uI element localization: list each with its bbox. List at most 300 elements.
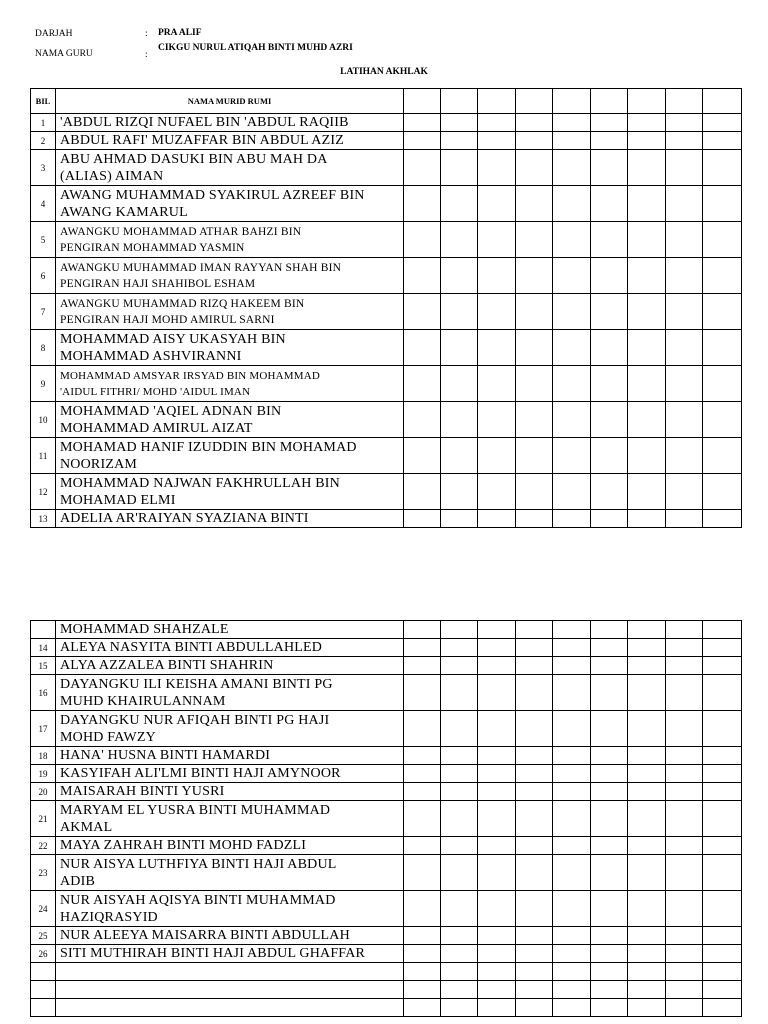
- mark-cell[interactable]: [404, 438, 441, 474]
- mark-cell[interactable]: [666, 783, 703, 801]
- mark-cell[interactable]: [553, 186, 591, 222]
- mark-cell[interactable]: [404, 711, 441, 747]
- mark-cell[interactable]: [478, 639, 516, 657]
- mark-cell[interactable]: [441, 621, 478, 639]
- mark-cell[interactable]: [404, 927, 441, 945]
- mark-cell[interactable]: [478, 474, 516, 510]
- mark-cell[interactable]: [703, 855, 742, 891]
- mark-cell[interactable]: [404, 747, 441, 765]
- mark-cell[interactable]: [404, 510, 441, 528]
- mark-cell[interactable]: [628, 150, 666, 186]
- student-name-line: AWANG KAMARUL: [60, 204, 188, 220]
- mark-cell[interactable]: [516, 402, 553, 438]
- mark-cell[interactable]: [628, 675, 666, 711]
- mark-cell[interactable]: [516, 855, 553, 891]
- mark-cell[interactable]: [591, 801, 628, 837]
- mark-cell[interactable]: [666, 747, 703, 765]
- mark-cell[interactable]: [703, 438, 742, 474]
- mark-cell[interactable]: [666, 402, 703, 438]
- mark-cell[interactable]: [516, 258, 553, 294]
- mark-cell[interactable]: [553, 963, 591, 981]
- mark-cell[interactable]: [703, 330, 742, 366]
- mark-cell[interactable]: [553, 438, 591, 474]
- mark-cell[interactable]: [441, 402, 478, 438]
- mark-cell[interactable]: [666, 186, 703, 222]
- mark-cell[interactable]: [703, 711, 742, 747]
- mark-cell[interactable]: [478, 438, 516, 474]
- mark-cell[interactable]: [553, 132, 591, 150]
- mark-cell[interactable]: [478, 657, 516, 675]
- mark-cell[interactable]: [553, 783, 591, 801]
- mark-cell[interactable]: [591, 747, 628, 765]
- student-name-line: MOHAMMAD SHAHZALE: [60, 622, 229, 637]
- mark-cell[interactable]: [628, 855, 666, 891]
- mark-cell[interactable]: [478, 999, 516, 1017]
- mark-cell[interactable]: [478, 222, 516, 258]
- mark-cell[interactable]: [703, 258, 742, 294]
- mark-cell[interactable]: [591, 675, 628, 711]
- mark-cell[interactable]: [478, 186, 516, 222]
- student-name: [56, 765, 404, 783]
- mark-cell[interactable]: [591, 999, 628, 1017]
- mark-cell[interactable]: [478, 114, 516, 132]
- mark-cell[interactable]: [404, 801, 441, 837]
- mark-cell[interactable]: [666, 675, 703, 711]
- mark-cell[interactable]: [478, 150, 516, 186]
- mark-cell[interactable]: [441, 330, 478, 366]
- mark-cell[interactable]: [516, 222, 553, 258]
- mark-cell[interactable]: [628, 657, 666, 675]
- mark-cell[interactable]: [553, 114, 591, 132]
- mark-cell[interactable]: [441, 711, 478, 747]
- darjah-label: DARJAH: [35, 29, 73, 39]
- mark-cell[interactable]: [591, 186, 628, 222]
- mark-cell[interactable]: [666, 330, 703, 366]
- mark-cell[interactable]: [628, 891, 666, 927]
- mark-cell[interactable]: [553, 474, 591, 510]
- mark-cell[interactable]: [478, 621, 516, 639]
- mark-cell[interactable]: [666, 150, 703, 186]
- student-name: [56, 222, 404, 258]
- mark-cell[interactable]: [553, 801, 591, 837]
- mark-cell[interactable]: [703, 999, 742, 1017]
- mark-cell[interactable]: [516, 150, 553, 186]
- mark-cell[interactable]: [591, 222, 628, 258]
- mark-cell[interactable]: [404, 258, 441, 294]
- mark-cell[interactable]: [404, 981, 441, 999]
- blank-column-header: [703, 89, 742, 114]
- mark-cell[interactable]: [703, 474, 742, 510]
- mark-cell[interactable]: [553, 747, 591, 765]
- mark-cell[interactable]: [703, 837, 742, 855]
- mark-cell[interactable]: [591, 150, 628, 186]
- mark-cell[interactable]: [703, 963, 742, 981]
- mark-cell[interactable]: [553, 855, 591, 891]
- mark-cell[interactable]: [591, 474, 628, 510]
- mark-cell[interactable]: [666, 474, 703, 510]
- table-row: [31, 330, 742, 366]
- mark-cell[interactable]: [628, 711, 666, 747]
- mark-cell[interactable]: [703, 294, 742, 330]
- mark-cell[interactable]: [404, 132, 441, 150]
- mark-cell[interactable]: [666, 510, 703, 528]
- nama-guru-value: CIKGU NURUL ATIQAH BINTI MUHD AZRI: [158, 43, 353, 53]
- mark-cell[interactable]: [404, 963, 441, 981]
- mark-cell[interactable]: [441, 747, 478, 765]
- mark-cell[interactable]: [404, 150, 441, 186]
- mark-cell[interactable]: [703, 366, 742, 402]
- mark-cell[interactable]: [666, 999, 703, 1017]
- mark-cell[interactable]: [628, 639, 666, 657]
- mark-cell[interactable]: [478, 765, 516, 783]
- mark-cell[interactable]: [591, 657, 628, 675]
- mark-cell[interactable]: [516, 114, 553, 132]
- mark-cell[interactable]: [591, 945, 628, 963]
- mark-cell[interactable]: [516, 438, 553, 474]
- mark-cell[interactable]: [478, 891, 516, 927]
- mark-cell[interactable]: [553, 837, 591, 855]
- mark-cell[interactable]: [478, 294, 516, 330]
- mark-cell[interactable]: [441, 765, 478, 783]
- mark-cell[interactable]: [703, 621, 742, 639]
- mark-cell[interactable]: [666, 837, 703, 855]
- mark-cell[interactable]: [553, 945, 591, 963]
- mark-cell[interactable]: [591, 639, 628, 657]
- student-name-line: ALEYA NASYITA BINTI ABDULLAHLED: [60, 640, 323, 655]
- mark-cell[interactable]: [404, 186, 441, 222]
- mark-cell[interactable]: [478, 855, 516, 891]
- mark-cell[interactable]: [404, 474, 441, 510]
- mark-cell[interactable]: [666, 366, 703, 402]
- mark-cell[interactable]: [441, 855, 478, 891]
- mark-cell[interactable]: [516, 927, 553, 945]
- mark-cell[interactable]: [628, 963, 666, 981]
- mark-cell[interactable]: [516, 837, 553, 855]
- mark-cell[interactable]: [478, 366, 516, 402]
- student-name-line: HAZIQRASYID: [60, 909, 158, 925]
- row-number: [31, 621, 56, 639]
- mark-cell[interactable]: [666, 765, 703, 783]
- mark-cell[interactable]: [591, 366, 628, 402]
- mark-cell[interactable]: [441, 474, 478, 510]
- mark-cell[interactable]: [404, 783, 441, 801]
- mark-cell[interactable]: [553, 657, 591, 675]
- mark-cell[interactable]: [666, 801, 703, 837]
- mark-cell[interactable]: [703, 945, 742, 963]
- mark-cell[interactable]: [516, 132, 553, 150]
- mark-cell[interactable]: [441, 510, 478, 528]
- mark-cell[interactable]: [628, 114, 666, 132]
- mark-cell[interactable]: [591, 927, 628, 945]
- mark-cell[interactable]: [591, 963, 628, 981]
- mark-cell[interactable]: [478, 801, 516, 837]
- mark-cell[interactable]: [703, 150, 742, 186]
- mark-cell[interactable]: [666, 711, 703, 747]
- student-name-line: DAYANGKU ILI KEISHA AMANI BINTI PG: [60, 676, 333, 692]
- mark-cell[interactable]: [441, 891, 478, 927]
- mark-cell[interactable]: [591, 510, 628, 528]
- mark-cell[interactable]: [628, 981, 666, 999]
- mark-cell[interactable]: [516, 294, 553, 330]
- mark-cell[interactable]: [628, 510, 666, 528]
- mark-cell[interactable]: [628, 927, 666, 945]
- mark-cell[interactable]: [516, 675, 553, 711]
- mark-cell[interactable]: [591, 711, 628, 747]
- mark-cell[interactable]: [478, 981, 516, 999]
- mark-cell[interactable]: [478, 963, 516, 981]
- mark-cell[interactable]: [666, 855, 703, 891]
- mark-cell[interactable]: [478, 837, 516, 855]
- mark-cell[interactable]: [628, 258, 666, 294]
- mark-cell[interactable]: [628, 132, 666, 150]
- mark-cell[interactable]: [478, 747, 516, 765]
- mark-cell[interactable]: [441, 675, 478, 711]
- mark-cell[interactable]: [404, 765, 441, 783]
- student-name: [56, 114, 404, 132]
- mark-cell[interactable]: [628, 222, 666, 258]
- mark-cell[interactable]: [591, 438, 628, 474]
- mark-cell[interactable]: [404, 402, 441, 438]
- mark-cell[interactable]: [666, 927, 703, 945]
- mark-cell[interactable]: [516, 330, 553, 366]
- mark-cell[interactable]: [628, 402, 666, 438]
- mark-cell[interactable]: [404, 639, 441, 657]
- mark-cell[interactable]: [591, 891, 628, 927]
- mark-cell[interactable]: [404, 294, 441, 330]
- mark-cell[interactable]: [404, 621, 441, 639]
- student-name-line: NUR ALEEYA MAISARRA BINTI ABDULLAH: [60, 928, 350, 943]
- mark-cell[interactable]: [441, 639, 478, 657]
- mark-cell[interactable]: [516, 891, 553, 927]
- mark-cell[interactable]: [703, 747, 742, 765]
- mark-cell[interactable]: [516, 747, 553, 765]
- student-name-line: PENGIRAN HAJI SHAHIBOL ESHAM: [60, 277, 256, 290]
- mark-cell[interactable]: [404, 114, 441, 132]
- mark-cell[interactable]: [553, 294, 591, 330]
- mark-cell[interactable]: [591, 294, 628, 330]
- mark-cell[interactable]: [703, 765, 742, 783]
- mark-cell[interactable]: [703, 675, 742, 711]
- mark-cell[interactable]: [591, 783, 628, 801]
- mark-cell[interactable]: [703, 114, 742, 132]
- mark-cell[interactable]: [516, 801, 553, 837]
- mark-cell[interactable]: [628, 801, 666, 837]
- mark-cell[interactable]: [553, 330, 591, 366]
- mark-cell[interactable]: [628, 945, 666, 963]
- mark-cell[interactable]: [441, 294, 478, 330]
- mark-cell[interactable]: [553, 258, 591, 294]
- mark-cell[interactable]: [553, 999, 591, 1017]
- mark-cell[interactable]: [591, 837, 628, 855]
- mark-cell[interactable]: [478, 402, 516, 438]
- mark-cell[interactable]: [628, 330, 666, 366]
- mark-cell[interactable]: [478, 945, 516, 963]
- mark-cell[interactable]: [628, 765, 666, 783]
- mark-cell[interactable]: [591, 402, 628, 438]
- mark-cell[interactable]: [666, 258, 703, 294]
- mark-cell[interactable]: [516, 510, 553, 528]
- darjah-value: PRA ALIF: [158, 28, 202, 38]
- mark-cell[interactable]: [703, 783, 742, 801]
- mark-cell[interactable]: [404, 657, 441, 675]
- mark-cell[interactable]: [516, 366, 553, 402]
- mark-cell[interactable]: [553, 675, 591, 711]
- mark-cell[interactable]: [516, 639, 553, 657]
- mark-cell[interactable]: [441, 114, 478, 132]
- mark-cell[interactable]: [441, 366, 478, 402]
- mark-cell[interactable]: [516, 186, 553, 222]
- student-name-line: (ALIAS) AIMAN: [60, 168, 164, 184]
- mark-cell[interactable]: [441, 186, 478, 222]
- mark-cell[interactable]: [478, 258, 516, 294]
- mark-cell[interactable]: [666, 438, 703, 474]
- mark-cell[interactable]: [404, 675, 441, 711]
- mark-cell[interactable]: [553, 927, 591, 945]
- mark-cell[interactable]: [666, 639, 703, 657]
- student-name-line: PENGIRAN MOHAMMAD YASMIN: [60, 241, 245, 254]
- mark-cell[interactable]: [441, 999, 478, 1017]
- mark-cell[interactable]: [553, 711, 591, 747]
- mark-cell[interactable]: [703, 981, 742, 999]
- mark-cell[interactable]: [628, 186, 666, 222]
- student-name-line: KASYIFAH ALI'LMI BINTI HAJI AMYNOOR: [60, 766, 341, 781]
- mark-cell[interactable]: [441, 150, 478, 186]
- mark-cell[interactable]: [478, 783, 516, 801]
- mark-cell[interactable]: [591, 258, 628, 294]
- table-row: [31, 657, 742, 675]
- mark-cell[interactable]: [666, 963, 703, 981]
- mark-cell[interactable]: [666, 981, 703, 999]
- mark-cell[interactable]: [666, 294, 703, 330]
- mark-cell[interactable]: [516, 657, 553, 675]
- mark-cell[interactable]: [628, 621, 666, 639]
- mark-cell[interactable]: [666, 945, 703, 963]
- table-row: [31, 294, 742, 330]
- mark-cell[interactable]: [591, 981, 628, 999]
- mark-cell[interactable]: [478, 510, 516, 528]
- mark-cell[interactable]: [591, 855, 628, 891]
- mark-cell[interactable]: [628, 294, 666, 330]
- mark-cell[interactable]: [404, 855, 441, 891]
- mark-cell[interactable]: [553, 150, 591, 186]
- mark-cell[interactable]: [516, 711, 553, 747]
- mark-cell[interactable]: [404, 945, 441, 963]
- mark-cell[interactable]: [591, 765, 628, 783]
- mark-cell[interactable]: [553, 765, 591, 783]
- student-name-line: MOHAMMAD ASHVIRANNI: [60, 348, 242, 364]
- mark-cell[interactable]: [404, 837, 441, 855]
- mark-cell[interactable]: [703, 927, 742, 945]
- mark-cell[interactable]: [478, 927, 516, 945]
- mark-cell[interactable]: [553, 510, 591, 528]
- mark-cell[interactable]: [553, 981, 591, 999]
- mark-cell[interactable]: [441, 927, 478, 945]
- mark-cell[interactable]: [703, 222, 742, 258]
- mark-cell[interactable]: [703, 639, 742, 657]
- mark-cell[interactable]: [591, 132, 628, 150]
- mark-cell[interactable]: [666, 891, 703, 927]
- mark-cell[interactable]: [703, 657, 742, 675]
- mark-cell[interactable]: [404, 330, 441, 366]
- mark-cell[interactable]: [553, 366, 591, 402]
- mark-cell[interactable]: [553, 639, 591, 657]
- mark-cell[interactable]: [666, 222, 703, 258]
- mark-cell[interactable]: [553, 222, 591, 258]
- mark-cell[interactable]: [404, 999, 441, 1017]
- mark-cell[interactable]: [516, 765, 553, 783]
- mark-cell[interactable]: [666, 657, 703, 675]
- mark-cell[interactable]: [441, 258, 478, 294]
- mark-cell[interactable]: [441, 981, 478, 999]
- mark-cell[interactable]: [478, 132, 516, 150]
- mark-cell[interactable]: [666, 621, 703, 639]
- student-name-line: NUR AISYAH AQISYA BINTI MUHAMMAD: [60, 892, 336, 908]
- mark-cell[interactable]: [628, 999, 666, 1017]
- mark-cell[interactable]: [703, 891, 742, 927]
- mark-cell[interactable]: [553, 621, 591, 639]
- mark-cell[interactable]: [703, 801, 742, 837]
- mark-cell[interactable]: [441, 801, 478, 837]
- mark-cell[interactable]: [441, 963, 478, 981]
- mark-cell[interactable]: [441, 222, 478, 258]
- mark-cell[interactable]: [478, 330, 516, 366]
- mark-cell[interactable]: [591, 114, 628, 132]
- mark-cell[interactable]: [441, 657, 478, 675]
- mark-cell[interactable]: [703, 132, 742, 150]
- nama-guru-label: NAMA GURU: [35, 49, 93, 59]
- mark-cell[interactable]: [516, 621, 553, 639]
- table-row: [31, 258, 742, 294]
- mark-cell[interactable]: [628, 747, 666, 765]
- mark-cell[interactable]: [591, 330, 628, 366]
- mark-cell[interactable]: [441, 837, 478, 855]
- mark-cell[interactable]: [478, 675, 516, 711]
- row-number: 23: [31, 855, 56, 891]
- mark-cell[interactable]: [591, 621, 628, 639]
- student-name-line: ADIB: [60, 873, 96, 889]
- mark-cell[interactable]: [666, 132, 703, 150]
- mark-cell[interactable]: [516, 963, 553, 981]
- mark-cell[interactable]: [628, 366, 666, 402]
- mark-cell[interactable]: [516, 783, 553, 801]
- mark-cell[interactable]: [703, 402, 742, 438]
- mark-cell[interactable]: [628, 783, 666, 801]
- mark-cell[interactable]: [516, 945, 553, 963]
- mark-cell[interactable]: [516, 981, 553, 999]
- mark-cell[interactable]: [441, 783, 478, 801]
- student-name: [56, 330, 404, 366]
- mark-cell[interactable]: [441, 945, 478, 963]
- mark-cell[interactable]: [516, 999, 553, 1017]
- mark-cell[interactable]: [628, 837, 666, 855]
- mark-cell[interactable]: [703, 510, 742, 528]
- table-row: [31, 675, 742, 711]
- mark-cell[interactable]: [553, 402, 591, 438]
- mark-cell[interactable]: [478, 711, 516, 747]
- mark-cell[interactable]: [703, 186, 742, 222]
- mark-cell[interactable]: [666, 114, 703, 132]
- mark-cell[interactable]: [404, 222, 441, 258]
- mark-cell[interactable]: [628, 474, 666, 510]
- mark-cell[interactable]: [404, 891, 441, 927]
- mark-cell[interactable]: [441, 438, 478, 474]
- mark-cell[interactable]: [516, 474, 553, 510]
- mark-cell[interactable]: [553, 891, 591, 927]
- mark-cell[interactable]: [628, 438, 666, 474]
- table-row: [31, 891, 742, 927]
- mark-cell[interactable]: [441, 132, 478, 150]
- mark-cell[interactable]: [404, 366, 441, 402]
